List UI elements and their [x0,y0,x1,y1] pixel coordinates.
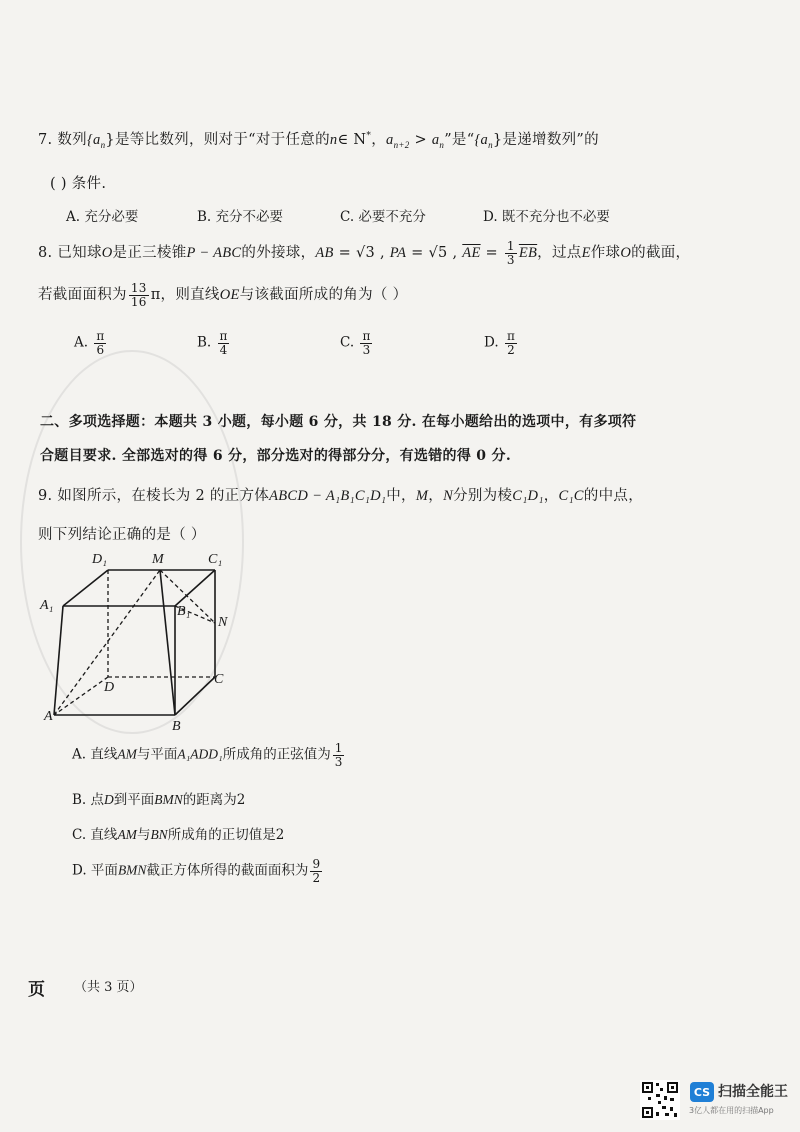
edge-bm [160,570,175,715]
q9-line2: 则下列结论正确的是（ ） [38,527,206,543]
label-m: M [152,552,164,567]
label-c1: C₁ [208,552,223,567]
q7-option-d: D. 既不充分也不必要 [483,209,610,225]
q9-option-c: C. 直线AM与BN所成角的正切值是2 [72,827,285,843]
footer-page-char: 页 [28,980,45,1000]
q8-option-b: B. $\frac{\pi}{4}$ [197,329,228,357]
q8-option-c: C. $\frac{\pi}{3}$ [340,329,371,357]
q9-option-a: A. 直线AM与平面A₁ADD₁所成角的正弦值为 $\frac{1}{3}$ [72,741,343,769]
label-a1: A₁ [40,598,54,613]
q8-stem: 8. 已知球O是正三棱锥P − ABC的外接球，AB = √3 , PA = √5 , $\overline{AE}$ = $\frac{1}{3}$ $\overline{EB}$，过点E作球O的截面， [38,239,691,267]
edge-a1d1 [63,570,108,606]
q9-stem: 9. 如图所示，在棱长为 2 的正方体ABCD − A₁B₁C₁D₁中，M，N分别为棱C₁D₁，C₁C的中点， [38,488,643,504]
section2-heading-line1: 二、多项选择题：本题共 3 小题，每小题 6 分，共 18 分. 在每小题给出的选项中，有多项符 [40,414,637,430]
qr-code-icon [640,1080,680,1120]
label-b: B [172,719,181,734]
q7-blank-line: ( ) 条件. [50,176,107,192]
camscanner-brand-name: 扫描全能王 [718,1084,788,1100]
section2-heading-line2: 合题目要求. 全部选对的得 6 分，部分选对的得部分分，有选错的得 0 分. [40,448,511,464]
q8-line2: 若截面面积为 $\frac{13}{16}$ π，则直线OE与该截面所成的角为（ ） [38,281,408,309]
camscanner-logo-icon: CS [690,1082,714,1102]
cube-figure [30,545,250,735]
edge-cb [175,677,215,715]
q9-option-d: D. 平面BMN截正方体所得的截面面积为 $\frac{9}{2}$ [72,857,321,885]
label-c: C [214,672,224,687]
footer-total-pages: （共 3 页） [74,980,143,995]
edge-c1b1 [175,570,215,606]
q8-area-fraction: $\frac{13}{16}$ [130,281,147,309]
label-n: N [218,615,228,630]
q8-option-d: D. $\frac{\pi}{2}$ [484,329,515,357]
q7-option-a: A. 充分必要 [66,209,139,225]
label-d: D [104,680,115,695]
q7-stem: 7. 数列$\{a_n\}$是等比数列，则对于“对于任意的n∈ N*，$a_{n+2} > a_n$”是“$\{a_n\}$是递增数列”的 [38,131,599,150]
label-b1: B₁ [177,604,191,619]
edge-aa1 [54,606,63,715]
q7-option-c: C. 必要不充分 [340,209,426,225]
hidden-edge-da [54,677,108,715]
q9-option-b: B. 点D到平面BMN的距离为2 [72,792,246,808]
q7-option-b: B. 充分不必要 [197,209,284,225]
q8-option-a: A. $\frac{\pi}{6}$ [74,329,105,357]
label-d1: D₁ [92,552,107,567]
camscanner-tagline: 3亿人都在用的扫描App [689,1106,774,1115]
q8-vector-fraction: $\frac{1}{3}$ [506,239,515,267]
label-a: A [44,709,53,724]
